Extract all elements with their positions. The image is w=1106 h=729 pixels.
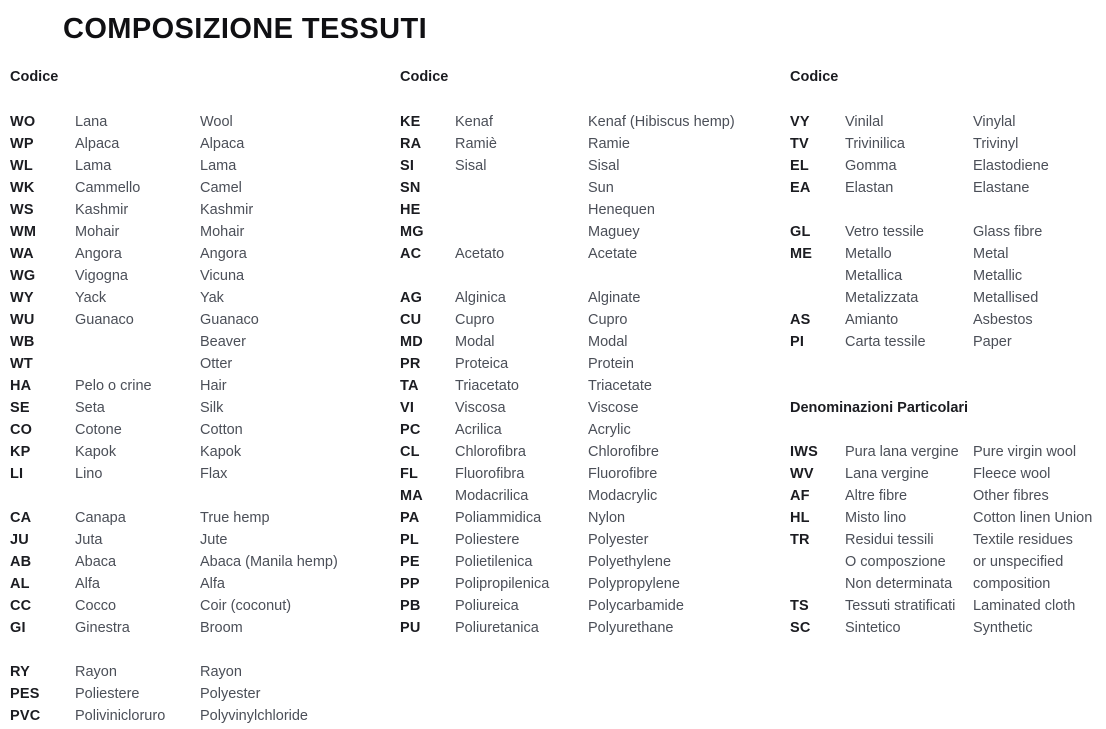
- italian-name-cell: Altre fibre: [845, 488, 908, 504]
- italian-name-cell: Misto lino: [845, 510, 907, 526]
- italian-name-cell: Rayon: [75, 664, 117, 680]
- table-row: [10, 133, 390, 155]
- code-cell: LI: [10, 466, 24, 482]
- section-header: Codice: [790, 69, 839, 85]
- english-name-cell: Kapok: [200, 444, 242, 460]
- english-name-cell: Hair: [200, 378, 227, 394]
- table-row: [400, 463, 778, 485]
- code-cell: PC: [400, 422, 421, 438]
- english-name-cell: Acetate: [588, 246, 638, 262]
- italian-name-cell: Mohair: [75, 224, 120, 240]
- code-cell: TA: [400, 378, 419, 394]
- italian-name-cell: Trivinilica: [845, 136, 905, 152]
- code-cell: IWS: [790, 444, 818, 460]
- code-cell: PE: [400, 554, 420, 570]
- table-row: [790, 265, 1104, 287]
- code-cell: AB: [10, 554, 32, 570]
- english-name-cell: Polyester: [200, 686, 261, 702]
- english-name-cell: Sun: [588, 180, 614, 196]
- english-name-cell: Otter: [200, 356, 233, 372]
- italian-name-cell: Cupro: [455, 312, 495, 328]
- english-name-cell: Laminated cloth: [973, 598, 1076, 614]
- italian-name-cell: Kapok: [75, 444, 117, 460]
- italian-name-cell: Polivinicloruro: [75, 708, 166, 724]
- english-name-cell: Glass fibre: [973, 224, 1043, 240]
- english-name-cell: Trivinyl: [973, 136, 1019, 152]
- code-cell: TR: [790, 532, 810, 548]
- english-name-cell: Protein: [588, 356, 634, 372]
- italian-name-cell: Gomma: [845, 158, 897, 174]
- table-row: [790, 573, 1104, 595]
- table-row: [10, 661, 390, 683]
- table-row: [10, 375, 390, 397]
- english-name-cell: True hemp: [200, 510, 270, 526]
- english-name-cell: Modal: [588, 334, 628, 350]
- table-row: [790, 111, 1104, 133]
- english-name-cell: Wool: [200, 114, 233, 130]
- code-cell: AC: [400, 246, 422, 262]
- table-row: [10, 397, 390, 419]
- english-name-cell: Polyurethane: [588, 620, 674, 636]
- code-cell: CL: [400, 444, 420, 460]
- code-cell: MD: [400, 334, 423, 350]
- english-name-cell: Cotton: [200, 422, 243, 438]
- italian-name-cell: [455, 199, 588, 221]
- code-cell: PES: [10, 686, 40, 702]
- italian-name-cell: Ginestra: [75, 620, 130, 636]
- code-cell: AS: [790, 312, 811, 328]
- italian-name-cell: Viscosa: [455, 400, 506, 416]
- italian-name-cell: Metallica: [845, 268, 903, 284]
- italian-name-cell: Poliuretanica: [455, 620, 539, 636]
- italian-name-cell: Pelo o crine: [75, 378, 152, 394]
- english-name-cell: Asbestos: [973, 312, 1033, 328]
- italian-name-cell: [455, 177, 588, 199]
- table-row: [10, 309, 390, 331]
- table-row: [400, 529, 778, 551]
- table-row: [10, 221, 390, 243]
- italian-name-cell: Fluorofibra: [455, 466, 525, 482]
- italian-name-cell: Sisal: [455, 158, 487, 174]
- code-cell: WY: [10, 290, 34, 306]
- code-cell: MA: [400, 488, 423, 504]
- english-name-cell: Nylon: [588, 510, 626, 526]
- table-row: [400, 309, 778, 331]
- table-row: [400, 617, 778, 639]
- italian-name-cell: [75, 353, 200, 375]
- english-name-cell: Vinylal: [973, 114, 1016, 130]
- italian-name-cell: Lino: [75, 466, 103, 482]
- codes-column-right: [790, 66, 1104, 639]
- table-row: [10, 287, 390, 309]
- italian-name-cell: Kenaf: [455, 114, 493, 130]
- table-row: [400, 551, 778, 573]
- italian-name-cell: Chlorofibra: [455, 444, 526, 460]
- english-name-cell: Metallic: [973, 268, 1023, 284]
- code-group: [790, 441, 1104, 639]
- italian-name-cell: Cocco: [75, 598, 117, 614]
- english-name-cell: or unspecified: [973, 554, 1064, 570]
- english-name-cell: Fluorofibre: [588, 466, 658, 482]
- table-row: [10, 243, 390, 265]
- code-group: [10, 507, 390, 639]
- code-cell: GL: [790, 224, 811, 240]
- code-cell: TS: [790, 598, 809, 614]
- code-cell: GI: [10, 620, 26, 636]
- italian-name-cell: Pura lana vergine: [845, 444, 959, 460]
- italian-name-cell: Juta: [75, 532, 103, 548]
- section-header: Codice: [10, 69, 59, 85]
- code-group: [400, 111, 778, 265]
- italian-name-cell: Poliammidica: [455, 510, 542, 526]
- italian-name-cell: Metallo: [845, 246, 892, 262]
- italian-name-cell: Abaca: [75, 554, 117, 570]
- code-group: [790, 221, 1104, 353]
- code-cell: WO: [10, 114, 36, 130]
- table-row: [400, 573, 778, 595]
- italian-name-cell: Alpaca: [75, 136, 120, 152]
- english-name-cell: Elastane: [973, 180, 1030, 196]
- english-name-cell: Silk: [200, 400, 224, 416]
- code-cell: AG: [400, 290, 423, 306]
- section-header: Denominazioni Particolari: [790, 400, 969, 416]
- italian-name-cell: Vetro tessile: [845, 224, 924, 240]
- english-name-cell: composition: [973, 576, 1051, 592]
- english-name-cell: Sisal: [588, 158, 620, 174]
- code-cell: RY: [10, 664, 31, 680]
- section-header: Codice: [400, 69, 449, 85]
- code-cell: MG: [400, 224, 424, 240]
- english-name-cell: Cotton linen Union: [973, 510, 1093, 526]
- english-name-cell: Chlorofibre: [588, 444, 659, 460]
- table-row: [400, 111, 778, 133]
- code-cell: PB: [400, 598, 421, 614]
- english-name-cell: Coir (coconut): [200, 598, 292, 614]
- english-name-cell: Jute: [200, 532, 228, 548]
- table-row: [10, 441, 390, 463]
- italian-name-cell: [455, 221, 588, 243]
- italian-name-cell: Angora: [75, 246, 122, 262]
- code-cell: SC: [790, 620, 811, 636]
- table-row: [10, 353, 390, 375]
- code-cell: HA: [10, 378, 32, 394]
- code-cell: FL: [400, 466, 419, 482]
- italian-name-cell: Poliestere: [455, 532, 520, 548]
- table-row: [790, 617, 1104, 639]
- italian-name-cell: [75, 331, 200, 353]
- table-row: [400, 133, 778, 155]
- italian-name-cell: Sintetico: [845, 620, 901, 636]
- italian-name-cell: Canapa: [75, 510, 126, 526]
- table-row: [10, 463, 390, 485]
- codes-column-left: [10, 66, 390, 727]
- table-row: [10, 331, 390, 353]
- english-name-cell: Metal: [973, 246, 1009, 262]
- code-cell: PU: [400, 620, 421, 636]
- table-row: [790, 133, 1104, 155]
- table-row: [400, 287, 778, 309]
- table-row: [790, 309, 1104, 331]
- english-name-cell: Lama: [200, 158, 237, 174]
- code-cell: SN: [400, 180, 421, 196]
- italian-name-cell: Lama: [75, 158, 112, 174]
- english-name-cell: Acrylic: [588, 422, 631, 438]
- english-name-cell: Alginate: [588, 290, 641, 306]
- code-group: [400, 287, 778, 639]
- italian-name-cell: Triacetato: [455, 378, 519, 394]
- italian-name-cell: Poliureica: [455, 598, 519, 614]
- code-cell: TV: [790, 136, 809, 152]
- english-name-cell: Kenaf (Hibiscus hemp): [588, 114, 735, 130]
- code-cell: WV: [790, 466, 814, 482]
- italian-name-cell: Carta tessile: [845, 334, 926, 350]
- code-cell: WU: [10, 312, 35, 328]
- table-row: [400, 243, 778, 265]
- table-row: [400, 507, 778, 529]
- english-name-cell: Pure virgin wool: [973, 444, 1077, 460]
- italian-name-cell: Modal: [455, 334, 495, 350]
- english-name-cell: Henequen: [588, 202, 655, 218]
- english-name-cell: Abaca (Manila hemp): [200, 554, 338, 570]
- italian-name-cell: Seta: [75, 400, 105, 416]
- table-row: [400, 595, 778, 617]
- table-row: [790, 507, 1104, 529]
- english-name-cell: Viscose: [588, 400, 639, 416]
- italian-name-cell: Kashmir: [75, 202, 129, 218]
- code-cell: RA: [400, 136, 422, 152]
- italian-name-cell: Residui tessili: [845, 532, 934, 548]
- code-cell: WG: [10, 268, 36, 284]
- italian-name-cell: Polipropilenica: [455, 576, 550, 592]
- code-cell: PA: [400, 510, 420, 526]
- code-cell: PI: [790, 334, 805, 350]
- table-row: [790, 551, 1104, 573]
- italian-name-cell: Alfa: [75, 576, 100, 592]
- code-cell: CO: [10, 422, 33, 438]
- table-row: [400, 485, 778, 507]
- table-row: [790, 155, 1104, 177]
- table-row: [10, 573, 390, 595]
- italian-name-cell: Modacrilica: [455, 488, 529, 504]
- italian-name-cell: Amianto: [845, 312, 899, 328]
- english-name-cell: Other fibres: [973, 488, 1049, 504]
- italian-name-cell: Lana: [75, 114, 108, 130]
- english-name-cell: Mohair: [200, 224, 245, 240]
- english-name-cell: Polyester: [588, 532, 649, 548]
- table-row: [790, 177, 1104, 199]
- code-cell: JU: [10, 532, 29, 548]
- code-group: [10, 661, 390, 727]
- code-cell: KP: [10, 444, 31, 460]
- table-row: [400, 419, 778, 441]
- code-cell: VY: [790, 114, 810, 130]
- code-cell: HL: [790, 510, 810, 526]
- english-name-cell: Angora: [200, 246, 247, 262]
- english-name-cell: Cupro: [588, 312, 628, 328]
- italian-name-cell: Ramiè: [455, 136, 497, 152]
- table-row: [790, 221, 1104, 243]
- english-name-cell: Kashmir: [200, 202, 254, 218]
- code-cell: [790, 573, 845, 595]
- english-name-cell: Broom: [200, 620, 243, 636]
- code-cell: PL: [400, 532, 419, 548]
- italian-name-cell: Poliestere: [75, 686, 140, 702]
- table-row: [790, 529, 1104, 551]
- table-row: [10, 111, 390, 133]
- table-row: [790, 243, 1104, 265]
- code-cell: WB: [10, 334, 35, 350]
- code-cell: PVC: [10, 708, 41, 724]
- code-cell: CC: [10, 598, 32, 614]
- table-row: [400, 441, 778, 463]
- italian-name-cell: Vinilal: [845, 114, 884, 130]
- code-cell: [790, 287, 845, 309]
- english-name-cell: Triacetate: [588, 378, 652, 394]
- table-row: [790, 485, 1104, 507]
- italian-name-cell: Tessuti stratificati: [845, 598, 956, 614]
- code-cell: VI: [400, 400, 415, 416]
- code-cell: WT: [10, 356, 33, 372]
- table-row: [400, 155, 778, 177]
- table-row: [10, 683, 390, 705]
- table-row: [10, 265, 390, 287]
- code-cell: SE: [10, 400, 30, 416]
- code-cell: PR: [400, 356, 421, 372]
- code-cell: ME: [790, 246, 813, 262]
- table-row: [10, 419, 390, 441]
- code-cell: WP: [10, 136, 34, 152]
- english-name-cell: Synthetic: [973, 620, 1033, 636]
- table-row: [10, 551, 390, 573]
- english-name-cell: Alpaca: [200, 136, 245, 152]
- code-cell: PP: [400, 576, 420, 592]
- table-row: [10, 507, 390, 529]
- italian-name-cell: O composzione: [845, 554, 946, 570]
- english-name-cell: Yak: [200, 290, 224, 306]
- code-cell: CU: [400, 312, 422, 328]
- code-cell: EL: [790, 158, 809, 174]
- code-group: [10, 111, 390, 485]
- italian-name-cell: Proteica: [455, 356, 509, 372]
- english-name-cell: Alfa: [200, 576, 225, 592]
- table-row: [10, 199, 390, 221]
- italian-name-cell: Yack: [75, 290, 107, 306]
- table-row: [10, 155, 390, 177]
- english-name-cell: Guanaco: [200, 312, 259, 328]
- table-row: [10, 705, 390, 727]
- code-cell: EA: [790, 180, 811, 196]
- italian-name-cell: Acetato: [455, 246, 505, 262]
- code-cell: [790, 551, 845, 573]
- english-name-cell: Camel: [200, 180, 242, 196]
- english-name-cell: Maguey: [588, 224, 640, 240]
- table-row: [10, 529, 390, 551]
- english-name-cell: Polypropylene: [588, 576, 680, 592]
- english-name-cell: Polyethylene: [588, 554, 672, 570]
- english-name-cell: Beaver: [200, 334, 246, 350]
- table-row: [400, 199, 778, 221]
- code-cell: HE: [400, 202, 421, 218]
- italian-name-cell: Elastan: [845, 180, 894, 196]
- english-name-cell: Polyvinylchloride: [200, 708, 308, 724]
- table-row: [400, 221, 778, 243]
- table-row: [400, 331, 778, 353]
- english-name-cell: Rayon: [200, 664, 242, 680]
- english-name-cell: Metallised: [973, 290, 1039, 306]
- italian-name-cell: Cammello: [75, 180, 141, 196]
- italian-name-cell: Alginica: [455, 290, 506, 306]
- table-row: [400, 397, 778, 419]
- english-name-cell: Modacrylic: [588, 488, 658, 504]
- table-row: [790, 463, 1104, 485]
- english-name-cell: Fleece wool: [973, 466, 1051, 482]
- english-name-cell: Elastodiene: [973, 158, 1049, 174]
- table-row: [400, 177, 778, 199]
- codes-column-middle: [400, 66, 778, 639]
- code-cell: WA: [10, 246, 34, 262]
- code-cell: SI: [400, 158, 415, 174]
- code-cell: WK: [10, 180, 35, 196]
- english-name-cell: Vicuna: [200, 268, 245, 284]
- page-title: COMPOSIZIONE TESSUTI: [63, 13, 428, 45]
- table-row: [790, 331, 1104, 353]
- code-cell: [790, 265, 845, 287]
- english-name-cell: Flax: [200, 466, 228, 482]
- code-group: [790, 111, 1104, 199]
- code-cell: CA: [10, 510, 32, 526]
- code-cell: KE: [400, 114, 421, 130]
- english-name-cell: Ramie: [588, 136, 630, 152]
- table-row: [400, 375, 778, 397]
- english-name-cell: Paper: [973, 334, 1012, 350]
- table-row: [10, 595, 390, 617]
- italian-name-cell: Guanaco: [75, 312, 134, 328]
- table-row: [790, 287, 1104, 309]
- code-cell: WM: [10, 224, 37, 240]
- table-row: [790, 595, 1104, 617]
- italian-name-cell: Polietilenica: [455, 554, 533, 570]
- english-name-cell: Textile residues: [973, 532, 1073, 548]
- code-cell: AL: [10, 576, 30, 592]
- italian-name-cell: Acrilica: [455, 422, 502, 438]
- code-cell: WS: [10, 202, 34, 218]
- table-row: [10, 617, 390, 639]
- italian-name-cell: Lana vergine: [845, 466, 929, 482]
- code-cell: WL: [10, 158, 33, 174]
- italian-name-cell: Cotone: [75, 422, 122, 438]
- table-row: [790, 441, 1104, 463]
- english-name-cell: Polycarbamide: [588, 598, 684, 614]
- code-cell: AF: [790, 488, 810, 504]
- table-row: [400, 353, 778, 375]
- italian-name-cell: Non determinata: [845, 576, 953, 592]
- italian-name-cell: Metalizzata: [845, 290, 919, 306]
- italian-name-cell: Vigogna: [75, 268, 128, 284]
- table-row: [10, 177, 390, 199]
